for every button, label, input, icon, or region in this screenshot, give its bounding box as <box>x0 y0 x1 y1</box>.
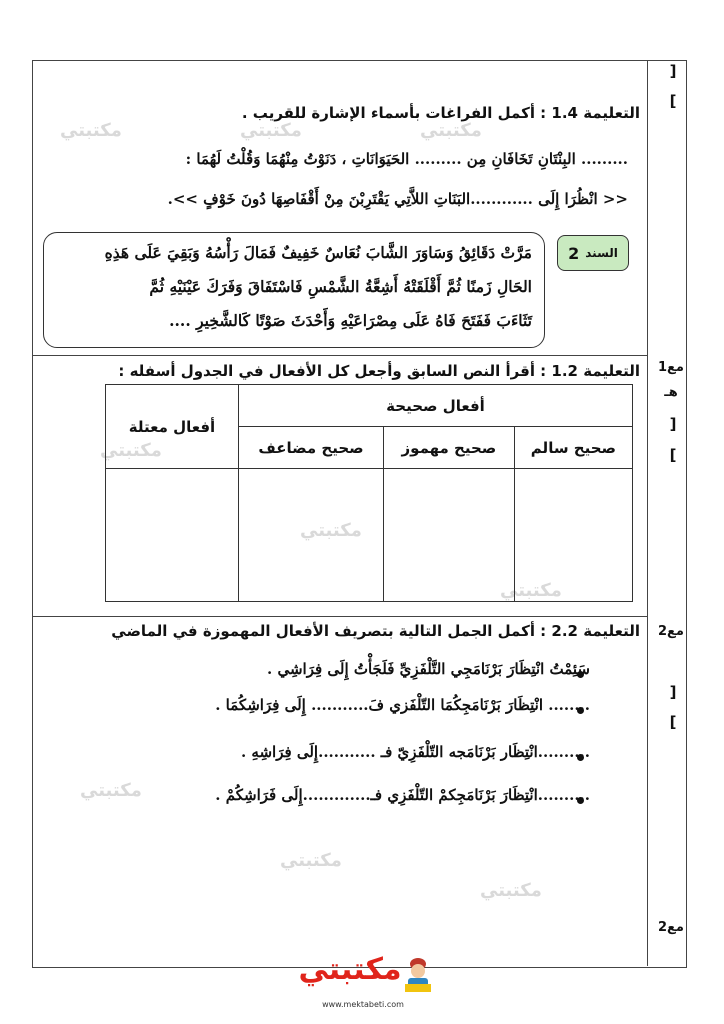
document-line: الحَالِ زَمنًا ثُمَّ أَقْلَقَتْهُ أَشِعَّةُ الشَّمْسِ فَاسْتَفَاقَ وَفَرَكَ عَيْنَيْهِ ثُمَّ <box>149 277 532 296</box>
margin-label-criterion: مع2 <box>658 920 684 935</box>
instruction-text: : أكمل الفراغات بأسماء الإشارة للقريب . <box>241 104 547 122</box>
instruction-3 <box>111 622 640 640</box>
table-group-header: أفعال صحيحة <box>239 385 633 427</box>
watermark-text: مكتبتي <box>420 120 482 141</box>
score-bracket: [ <box>669 683 677 701</box>
logo-brand: مكتبتي <box>298 952 402 987</box>
watermark-text: مكتبتي <box>80 780 142 801</box>
watermark-text: مكتبتي <box>300 520 362 541</box>
score-bracket: ] <box>669 446 677 464</box>
score-bracket: ] <box>669 713 677 731</box>
document-badge-word: السند <box>585 246 618 260</box>
table-answer-cell[interactable] <box>239 469 384 602</box>
table-header-weak-verbs: أفعال معتلة <box>106 385 239 469</box>
table-header-col: صحيح مهموز <box>384 427 515 469</box>
watermark-text: مكتبتي <box>60 120 122 141</box>
instruction-2 <box>118 362 640 380</box>
table-answer-cell[interactable] <box>384 469 515 602</box>
reading-child-icon <box>402 954 434 998</box>
list-item: ........ انْتِظَارَ بَرْنَامَجِكُمَا التّلْفَزي فَ........... إِلَى فِرَاشِكُمَا . <box>215 696 590 714</box>
section-divider-1 <box>33 355 647 356</box>
document-badge-number: 2 <box>568 243 580 263</box>
watermark-text: مكتبتي <box>280 850 342 871</box>
score-bracket: [ <box>669 62 677 80</box>
score-bracket: ] <box>669 92 677 110</box>
document-badge <box>557 235 629 271</box>
margin-label: هـ <box>664 385 678 400</box>
instruction-label: التعليمة 1.4 <box>551 104 640 122</box>
margin-label-criterion: مع1 <box>658 360 684 375</box>
exercise-line: ......... البِنْتَانِ تَخَافَانِ مِن ......... الحَيَوَانَاتِ ، دَنَوْتُ مِنْهُمَا وَقُلْتُ لَهُمَا : <box>185 150 628 168</box>
exercise-line: << انْظُرَا إِلَى ............البَنَاتِ اللاَّتِي يَقْتَرِبْنَ مِنْ أَقْفَاصِهَا دُونَ خَوْفٍ >>. <box>167 190 628 208</box>
table-header-col: صحيح مضاعف <box>239 427 384 469</box>
table-header-col: صحيح سالم <box>514 427 632 469</box>
watermark-text: مكتبتي <box>100 440 162 461</box>
instruction-label: التعليمة 1.2 <box>551 362 640 380</box>
margin-divider <box>647 61 648 966</box>
document-line: مَرَّتْ دَقَائِقُ وَسَاوَرَ الشَّابَ نُعَاسٌ خَفِيفٌ فَمَالَ رَأْسُهُ وَبَقِيَ عَلَى هَذِهِ <box>104 243 532 262</box>
site-logo <box>290 948 436 1018</box>
verb-table <box>105 384 633 602</box>
list-item: ..........انْتِظَارَ بَرْنَامَجِكمْ التّلْفَزِي فـ.............إِلَى فَرَاشِكُمْ . <box>215 786 590 804</box>
watermark-text: مكتبتي <box>480 880 542 901</box>
document-line: تَثَاءَبَ فَفَتَحَ فَاهُ عَلَى مِصْرَاعَيْهِ وَأَحْدَثَ صَوْتًا كَالشَّخِيرِ .... <box>169 311 532 330</box>
list-item: ..........انْتِظَار بَرْنَامَجه التّلْفَزِيّ فـ ...........إِلَى فِرَاشِهِ . <box>240 743 590 761</box>
watermark-text: مكتبتي <box>240 120 302 141</box>
document-box <box>43 232 545 348</box>
logo-url: www.mektabeti.com <box>322 1000 404 1009</box>
score-bracket: [ <box>669 415 677 433</box>
instruction-label: التعليمة 2.2 <box>551 622 640 640</box>
instruction-1 <box>242 104 640 122</box>
watermark-text: مكتبتي <box>500 580 562 601</box>
table-answer-cell[interactable] <box>514 469 632 602</box>
margin-label-criterion: مع2 <box>658 624 684 639</box>
instruction-text: : أقرأ النص السابق وأجعل كل الأفعال في الجدول أسفله : <box>118 362 547 380</box>
instruction-text: : أكمل الجمل التالية بتصريف الأفعال المهموزة في الماضي <box>111 622 547 640</box>
list-item: سَئِمْتُ انْتِظَارَ بَرْنَامَجِي التَّلْفَزِيِّ فَلَجَأْتُ إِلَى فِرَاشِي . <box>267 660 590 678</box>
section-divider-2 <box>33 616 647 617</box>
table-answer-cell[interactable] <box>106 469 239 602</box>
